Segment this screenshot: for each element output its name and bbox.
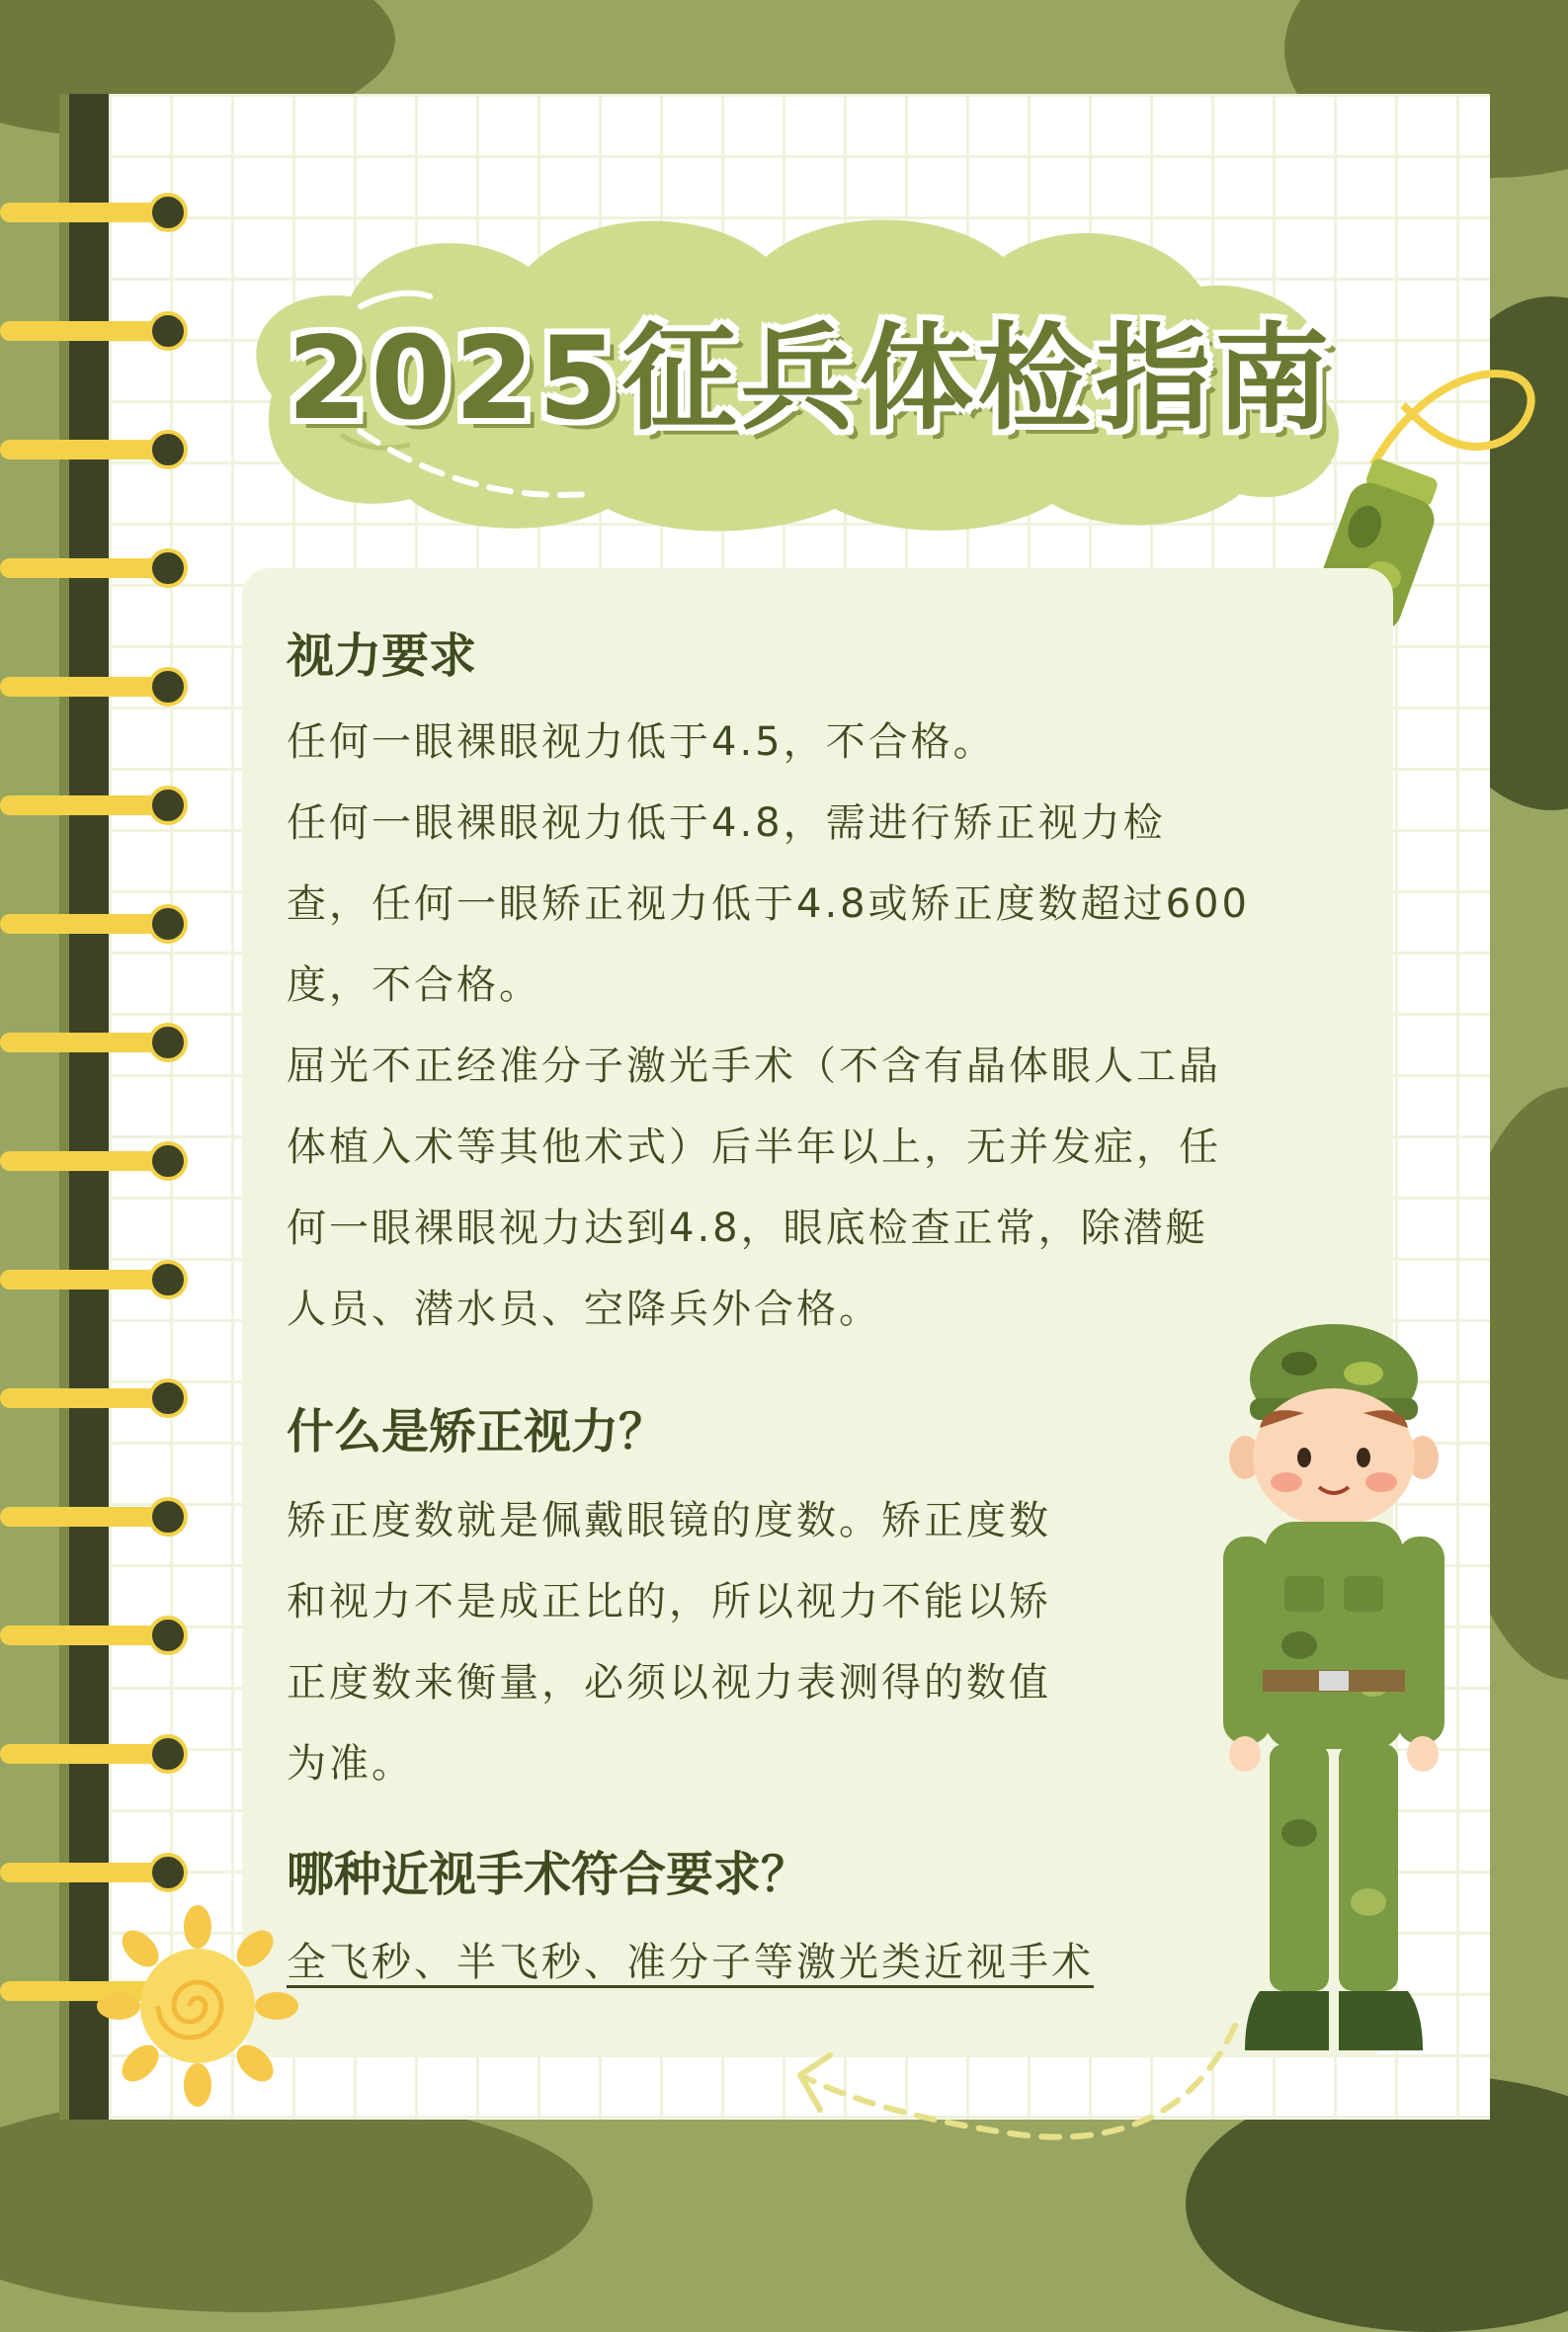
- notebook-spine: [69, 94, 109, 2120]
- soldier-illustration: [1205, 1319, 1462, 2070]
- vision-line-8: 人员、潜水员、空降兵外合格。: [287, 1287, 881, 1332]
- corrected-line-1: 矫正度数就是佩戴眼镜的度数。矫正度数: [287, 1498, 1051, 1543]
- binder-ring: [0, 667, 188, 707]
- camo-blob: [0, 2095, 593, 2312]
- binder-ring: [0, 1023, 188, 1062]
- surgery-line-1: 全飞秒、半飞秒、准分子等激光类近视手术: [287, 1940, 1094, 1985]
- binder-ring: [0, 786, 188, 825]
- corrected-line-4: 为准。: [287, 1741, 414, 1787]
- binder-ring: [0, 1853, 188, 1892]
- page-title: 2025征兵体检指南: [287, 312, 1334, 446]
- binder-ring: [0, 311, 188, 351]
- vision-line-6: 体植入术等其他术式）后半年以上，无并发症，任: [287, 1124, 1221, 1170]
- vision-line-7: 何一眼裸眼视力达到4.8，眼底检查正常，除潜艇: [287, 1206, 1208, 1251]
- vision-line-2: 任何一眼裸眼视力低于4.8，需进行矫正视力检: [287, 800, 1166, 846]
- section-heading-corrected-vision: 什么是矫正视力？: [287, 1404, 667, 1459]
- vision-line-1: 任何一眼裸眼视力低于4.5，不合格。: [287, 719, 996, 765]
- corrected-line-2: 和视力不是成正比的，所以视力不能以矫: [287, 1579, 1051, 1624]
- vision-line-4: 度，不合格。: [287, 962, 541, 1008]
- binder-ring: [0, 1497, 188, 1537]
- binder-ring: [0, 193, 188, 232]
- vision-line-3: 查，任何一眼矫正视力低于4.8或矫正度数超过600: [287, 881, 1250, 927]
- binder-ring: [0, 1378, 188, 1418]
- dashed-arrow-decoration: [761, 2016, 1255, 2164]
- section-heading-surgery: 哪种近视手术符合要求？: [287, 1847, 809, 1902]
- binder-ring: [0, 548, 188, 588]
- binder-ring: [0, 430, 188, 469]
- binder-ring: [0, 1734, 188, 1774]
- vision-line-5: 屈光不正经准分子激光手术（不含有晶体眼人工晶: [287, 1043, 1221, 1089]
- corrected-line-3: 正度数来衡量，必须以视力表测得的数值: [287, 1660, 1051, 1706]
- binder-ring: [0, 904, 188, 944]
- binder-ring: [0, 1616, 188, 1655]
- binder-ring: [0, 1260, 188, 1299]
- section-heading-vision: 视力要求: [287, 628, 477, 684]
- sun-illustration: [89, 1897, 306, 2115]
- binder-ring: [0, 1141, 188, 1181]
